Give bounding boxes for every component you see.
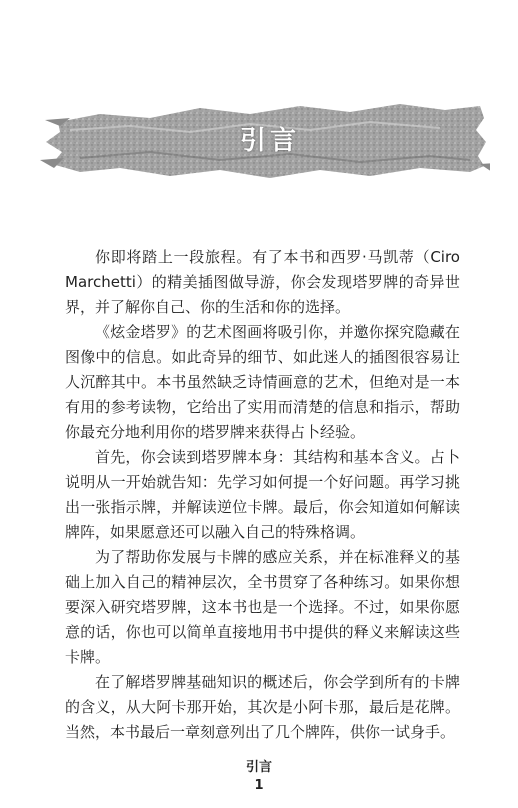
paragraph: 为了帮助你发展与卡牌的感应关系，并在标准释义的基础上加入自己的精神层次，全书贯穿了各种练习。如果你想要深入研究塔罗牌，这本书也是一个选择。不过，如果你愿意的话，你也可以简单直接地用书中提供的释义来解读这些卡牌。 bbox=[65, 548, 460, 666]
paragraph: 在了解塔罗牌基础知识的概述后，你会学到所有的卡牌的含义，从大阿卡那开始，其次是小阿卡那，最后是花牌。当然，本书最后一章刻意列出了几个牌阵，供你一试身手。 bbox=[65, 673, 460, 741]
paragraph: 你即将踏上一段旅程。有了本书和西罗·马凯蒂（Ciro Marchetti）的精美插图做导游，你会发现塔罗牌的奇异世界，并了解你自己、你的生活和你的选择。 bbox=[65, 248, 460, 316]
chapter-title: 引言 bbox=[239, 126, 300, 156]
running-footer-title: 引言 bbox=[245, 760, 272, 775]
paragraph: 《炫金塔罗》的艺术图画将吸引你，并邀你探究隐藏在图像中的信息。如此奇异的细节、如此迷人的插图很容易让人沉醉其中。本书虽然缺乏诗情画意的艺术，但绝对是一本有用的参考读物，它给出了实用而清楚的信息和指示，帮助你最充分地利用你的塔罗牌来获得占卜经验。 bbox=[65, 323, 460, 441]
page-number: 1 bbox=[254, 778, 264, 793]
body-text bbox=[65, 245, 460, 745]
paragraph: 首先，你会读到塔罗牌本身：其结构和基本含义。占卜说明从一开始就告知：先学习如何提一个好问题。再学习挑出一张指示牌，并解读逆位卡牌。最后，你会知道如何解读牌阵，如果愿意还可以融入自己的特殊格调。 bbox=[65, 448, 460, 541]
chapter-heading-banner bbox=[40, 100, 490, 180]
